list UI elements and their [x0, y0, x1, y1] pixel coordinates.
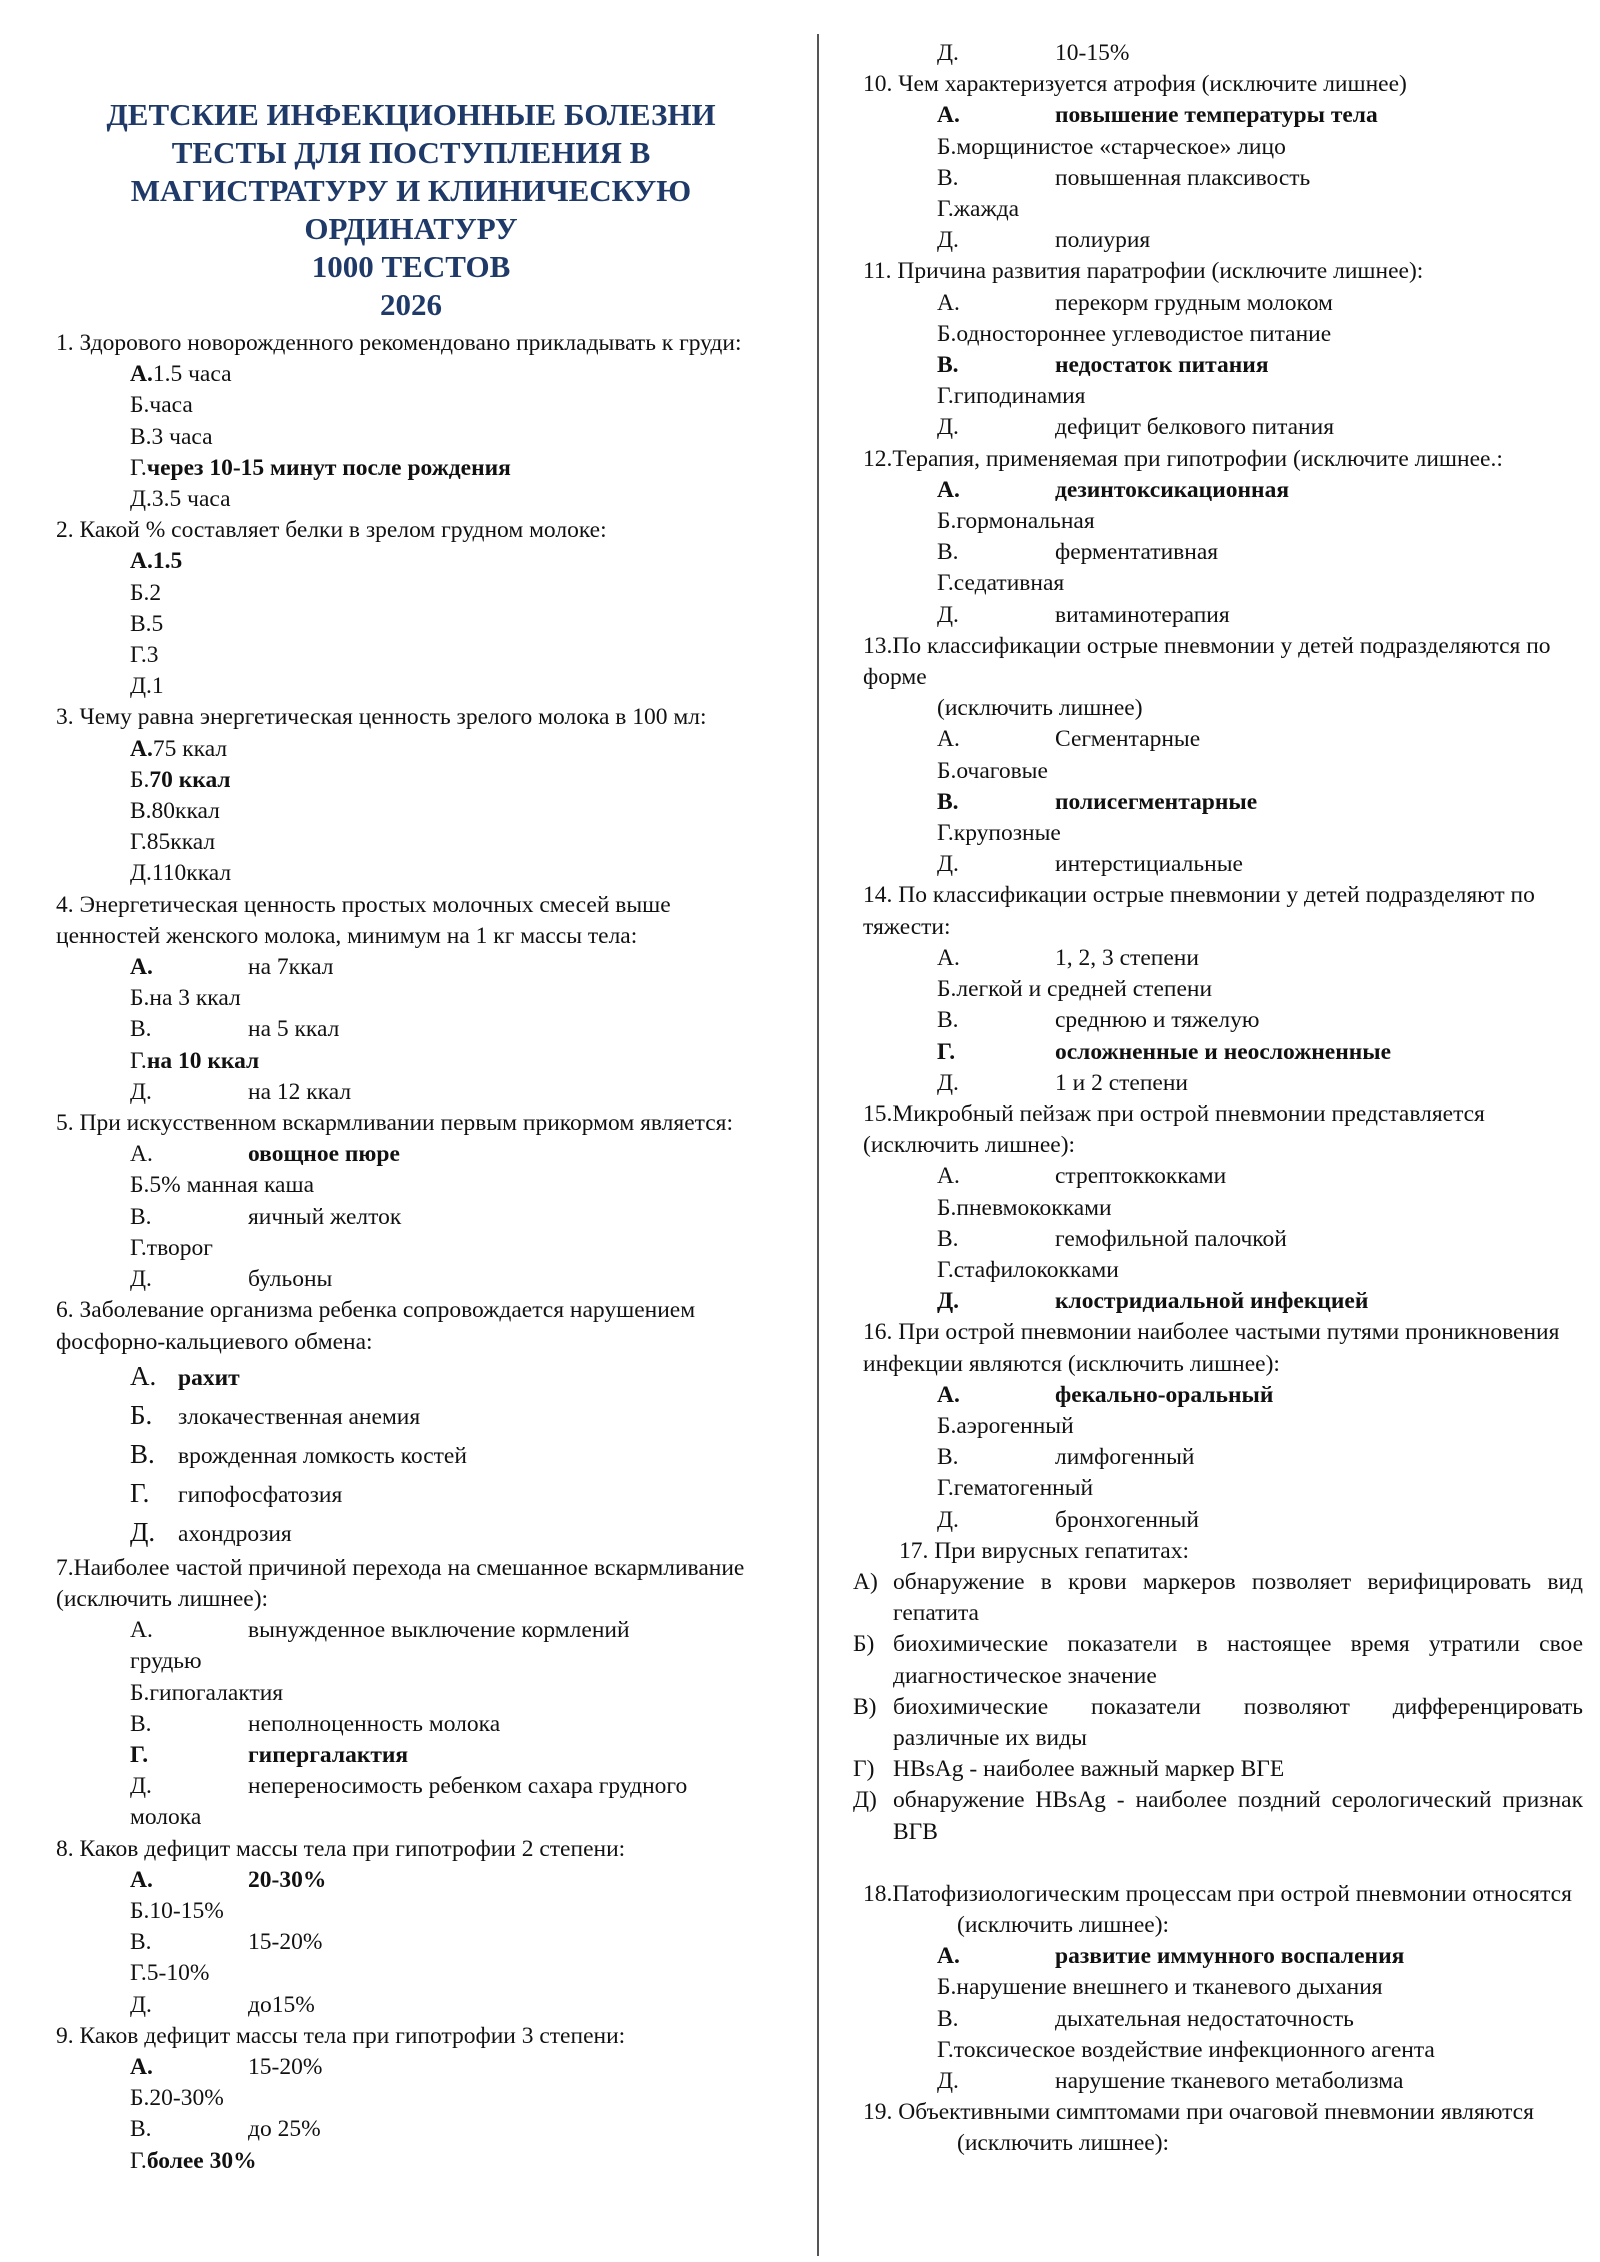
question-12: 12.Терапия, применяемая при гипотрофии (исключите лишнее.: — [863, 445, 1503, 472]
option-d: Г.на 10 ккал — [130, 1047, 260, 1074]
option-b: Б.5% манная каша — [130, 1172, 314, 1199]
question-16: 16. При острой пневмонии наиболее частыми путями проникновения инфекции являются (исключить лишнее): — [863, 1319, 1560, 1377]
question-note: (исключить лишнее): — [957, 1911, 1170, 1938]
list-item: Д) обнаружение HBsAg - наиболее поздний серологический признак ВГВ — [853, 1787, 1583, 1845]
option-a: А. 1, 2, 3 степени — [937, 944, 1199, 971]
option-c: В.80ккал — [130, 798, 220, 825]
column-divider — [817, 34, 819, 2256]
option-d: Г.гематогенный — [937, 1475, 1094, 1502]
option-e: Д.3.5 часа — [130, 486, 231, 513]
option-c: В. ферментативная — [937, 539, 1219, 566]
option-e: Д. до15% — [130, 1991, 315, 2018]
option-a: А. на 7ккал — [130, 954, 334, 981]
option-e: Д. 1 и 2 степени — [937, 1069, 1188, 1096]
option-e: Д. бронхогенный — [937, 1506, 1199, 1533]
option-e: Д. 10-15% — [937, 40, 1130, 66]
title-line: МАГИСТРАТУРУ И КЛИНИЧЕСКУЮ — [130, 173, 692, 208]
option-c: В. среднюю и тяжелую — [937, 1007, 1260, 1034]
option-c: В. гемофильной палочкой — [937, 1225, 1287, 1252]
option-b: Б.70 ккал — [130, 766, 231, 793]
option-a: А. овощное пюре — [130, 1141, 400, 1168]
option-b: Б.морщинистое «старческое» лицо — [937, 133, 1286, 160]
question-19: 19. Объективными симптомами при очаговой пневмонии являются — [863, 2099, 1534, 2126]
list-item: Б) биохимические показатели в настоящее время утратили свое диагностическое значение — [853, 1631, 1583, 1689]
option-d: Г.3 — [130, 642, 159, 669]
right-column — [853, 38, 1583, 2160]
option-d: Г.более 30% — [130, 2147, 257, 2174]
question-4: 4. Энергетическая ценность простых молочных смесей выше ценностей женского молока, минимум на 1 кг массы тела: — [56, 891, 671, 949]
option-b: Б.нарушение внешнего и тканевого дыхания — [937, 1974, 1383, 2001]
option-a: А.1.5 часа — [130, 361, 232, 388]
option-c: В. врожденная ломкость костей — [130, 1438, 467, 1469]
question-15: 15.Микробный пейзаж при острой пневмонии представляется (исключить лишнее): — [863, 1100, 1485, 1159]
option-b: Б.пневмококками — [937, 1194, 1112, 1221]
option-c: В.3 часа — [130, 423, 213, 450]
option-d: Г.токсическое воздействие инфекционного агента — [937, 2036, 1435, 2063]
option-a: А. развитие иммунного воспаления — [937, 1943, 1405, 1970]
option-d: Г.стафилококками — [937, 1256, 1119, 1283]
title-line: ДЕТСКИЕ ИНФЕКЦИОННЫЕ БОЛЕЗНИ — [106, 97, 716, 132]
option-a: А. дезинтоксикационная — [937, 476, 1290, 503]
left-column — [56, 96, 766, 2177]
question-1: 1. Здорового новорожденного рекомендовано прикладывать к груди: — [56, 330, 742, 356]
question-5: 5. При искусственном вскармливании первым прикормом является: — [56, 1110, 733, 1137]
option-d: Г.крупозные — [937, 820, 1061, 847]
option-a: А. 20-30% — [130, 1866, 327, 1893]
option-e: Д. ахондрозия — [130, 1516, 292, 1547]
option-e: Д. на 12 ккал — [130, 1078, 352, 1105]
question-note: (исключить лишнее) — [937, 695, 1143, 722]
option-a-cont: грудью — [130, 1648, 202, 1675]
option-a: А. рахит — [130, 1360, 240, 1391]
option-c: В. недостаток питания — [937, 352, 1269, 379]
option-a: А. Сегментарные — [937, 726, 1201, 753]
option-e: Д.1 — [130, 673, 164, 700]
option-c: В. дыхательная недостаточность — [937, 2005, 1354, 2032]
option-b: Б.20-30% — [130, 2085, 224, 2112]
option-e: Д. бульоны — [130, 1266, 333, 1293]
option-d: Г.жажда — [937, 196, 1020, 223]
question-17: 17. При вирусных гепатитах: — [899, 1537, 1189, 1564]
option-d: Г. гипофосфатозия — [130, 1477, 343, 1508]
option-e: Д. интерстициальные — [937, 851, 1243, 878]
title-line: 2026 — [380, 287, 442, 322]
option-c: В. полисегментарные — [937, 788, 1258, 815]
option-b: Б.2 — [130, 579, 162, 606]
option-c: В. лимфогенный — [937, 1444, 1195, 1471]
option-b: Б.гормональная — [937, 508, 1095, 535]
question-14: 14. По классификации острые пневмонии у детей подразделяют по тяжести: — [863, 882, 1535, 940]
question-13: 13.По классификации острые пневмонии у детей подразделяются по форме — [863, 632, 1551, 691]
option-e: Д. непереносимость ребенком сахара грудного — [130, 1773, 688, 1800]
option-b: Б.легкой и средней степени — [937, 976, 1213, 1003]
option-d: Г.через 10-15 минут после рождения — [130, 454, 511, 481]
option-d: Г.5-10% — [130, 1960, 210, 1987]
option-d: Г. осложненные и неосложненные — [937, 1038, 1392, 1065]
option-b: Б. злокачественная анемия — [130, 1399, 421, 1430]
option-c: В. яичный желток — [130, 1203, 402, 1230]
option-a: А. повышение температуры тела — [937, 102, 1378, 129]
option-a: А. 15-20% — [130, 2053, 323, 2080]
option-b: Б.аэрогенный — [937, 1412, 1074, 1439]
option-d: Г.седативная — [937, 570, 1065, 597]
question-9: 9. Каков дефицит массы тела при гипотрофии 3 степени: — [56, 2022, 626, 2049]
option-b: Б.часа — [130, 392, 193, 419]
option-b: Б.на 3 ккал — [130, 985, 241, 1012]
question-7: 7.Наиболее частой причиной перехода на смешанное вскармливание (исключить лишнее): — [56, 1554, 745, 1612]
question-6: 6. Заболевание организма ребенка сопровождается нарушением фосфорно-кальциевого обмена: — [56, 1297, 696, 1355]
option-a: А.1.5 — [130, 548, 183, 575]
question-3: 3. Чему равна энергетическая ценность зрелого молока в 100 мл: — [56, 704, 707, 731]
option-d: Г.творог — [130, 1234, 213, 1261]
option-b: Б.10-15% — [130, 1897, 224, 1924]
option-c: В. неполноценность молока — [130, 1710, 501, 1737]
question-2: 2. Какой % составляет белки в зрелом грудном молоке: — [56, 517, 607, 544]
option-d: Г. гипергалактия — [130, 1741, 409, 1768]
option-e: Д. клостридиальной инфекцией — [937, 1288, 1369, 1315]
option-b: Б.одностороннее углеводистое питание — [937, 320, 1332, 347]
question-8: 8. Каков дефицит массы тела при гипотрофии 2 степени: — [56, 1835, 626, 1862]
list-item: В) биохимические показатели позволяют дифференцировать различные их виды — [853, 1693, 1583, 1751]
option-b: Б.гипогалактия — [130, 1679, 284, 1706]
option-b: Б.очаговые — [937, 757, 1048, 784]
question-11: 11. Причина развития паратрофии (исключите лишнее): — [863, 258, 1424, 285]
list-item: А) обнаружение в крови маркеров позволяет верифицировать вид гепатита — [853, 1568, 1583, 1627]
spacer — [863, 1848, 1583, 1879]
option-a: А. стрептоккокками — [937, 1163, 1227, 1190]
question-10: 10. Чем характеризуется атрофия (исключите лишнее) — [863, 71, 1407, 98]
option-c: В. повышенная плаксивость — [937, 164, 1311, 191]
option-e: Д. витаминотерапия — [937, 601, 1230, 628]
option-d: Г.гиподинамия — [937, 383, 1086, 410]
question-note: (исключить лишнее): — [957, 2130, 1170, 2157]
option-e: Д. дефицит белкового питания — [937, 414, 1335, 441]
title-line: ТЕСТЫ ДЛЯ ПОСТУПЛЕНИЯ В — [171, 135, 651, 170]
title-line: 1000 ТЕСТОВ — [311, 249, 511, 284]
list-item: Г) HBsAg - наиболее важный маркер ВГЕ — [853, 1756, 1285, 1783]
option-a: А. фекально-оральный — [937, 1381, 1274, 1408]
option-c: В. 15-20% — [130, 1929, 323, 1956]
option-d: Г.85ккал — [130, 829, 216, 856]
option-c: В. до 25% — [130, 2116, 321, 2143]
title-line: ОРДИНАТУРУ — [304, 211, 518, 246]
document-title — [56, 96, 766, 324]
option-a: А. вынужденное выключение кормлений — [130, 1617, 630, 1644]
option-e: Д. нарушение тканевого метаболизма — [937, 2068, 1404, 2094]
option-c: В.5 — [130, 610, 164, 637]
option-a: А. перекорм грудным молоком — [937, 289, 1333, 316]
option-e: Д.110ккал — [130, 860, 232, 887]
option-e-cont: молока — [130, 1804, 202, 1831]
question-18: 18.Патофизиологическим процессам при острой пневмонии относятся — [863, 1880, 1572, 1907]
option-c: В. на 5 ккал — [130, 1016, 340, 1043]
option-a: А.75 ккал — [130, 735, 228, 762]
option-e: Д. полиурия — [937, 227, 1151, 254]
